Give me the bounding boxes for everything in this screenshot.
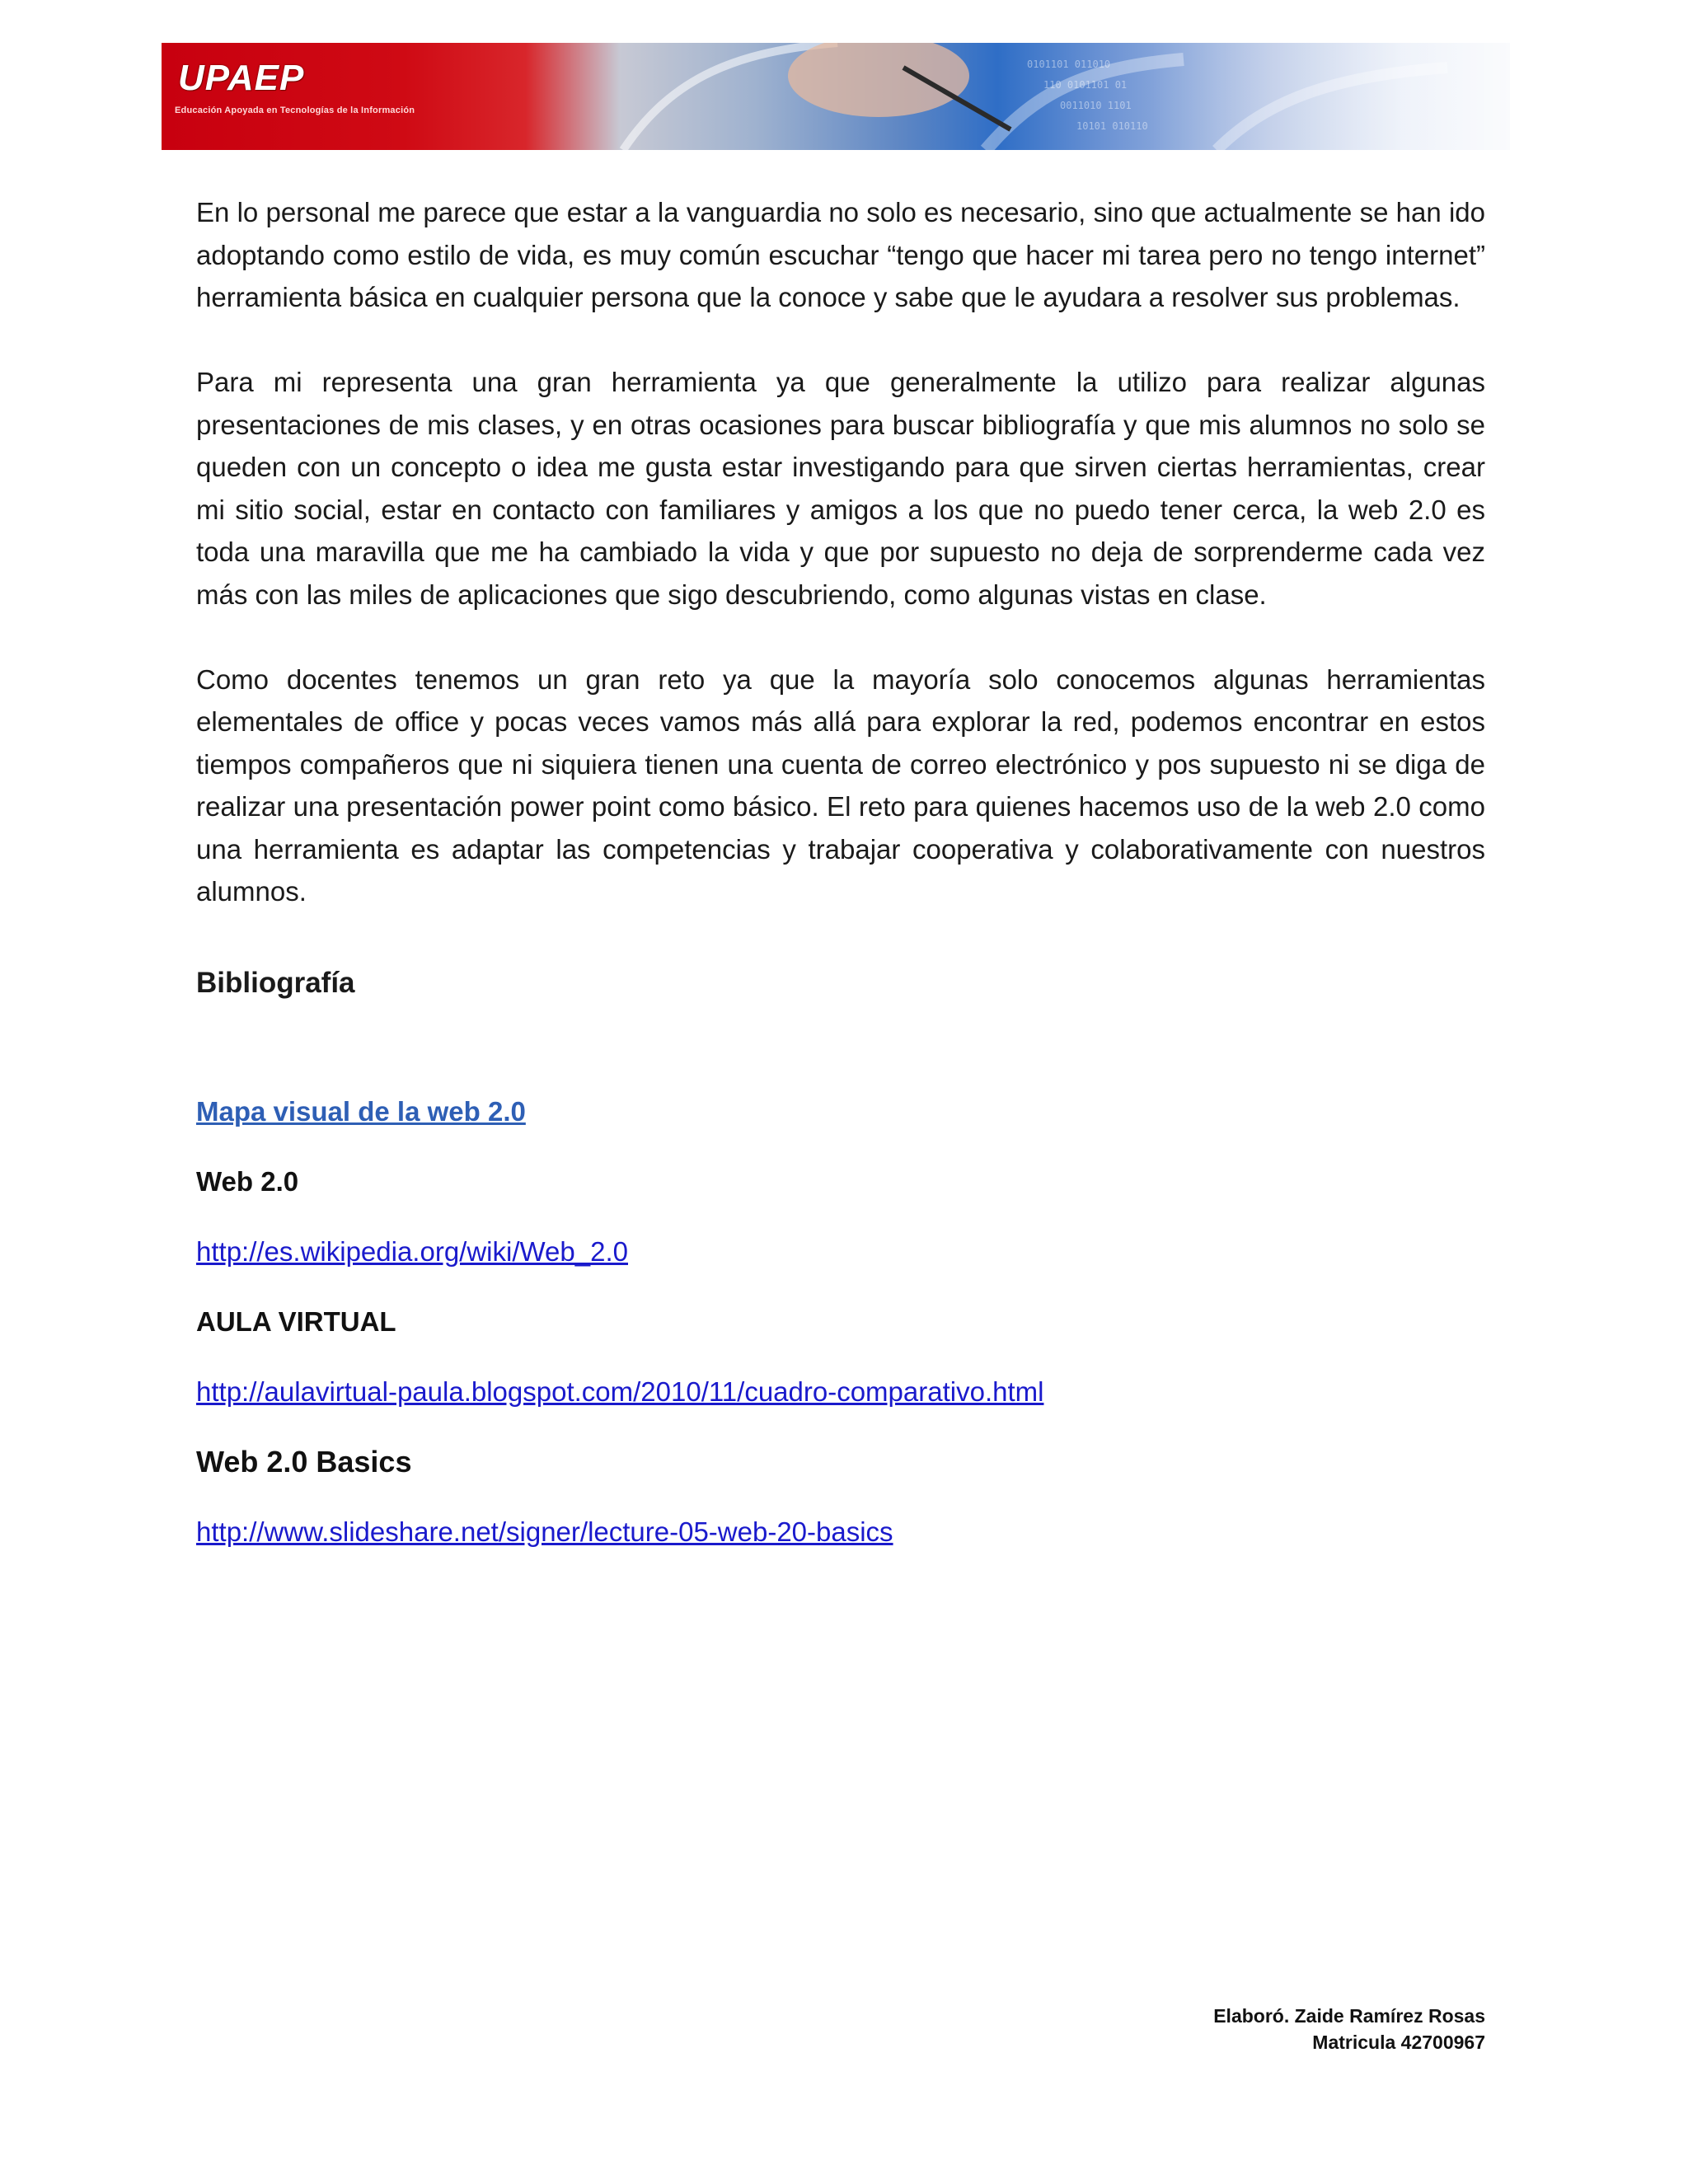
svg-text:0101101 011010: 0101101 011010	[1027, 59, 1111, 70]
footer	[1213, 2003, 1485, 2055]
header-banner	[162, 43, 1510, 150]
bibliography-label-web20: Web 2.0	[196, 1165, 299, 1197]
footer-author: Elaboró. Zaide Ramírez Rosas	[1213, 2005, 1485, 2027]
bibliography-link-aula-virtual[interactable]: http://aulavirtual-paula.blogspot.com/2010/11/cuadro-comparativo.html	[196, 1376, 1044, 1407]
paragraph-1: En lo personal me parece que estar a la vanguardia no solo es necesario, sino que actualmente se han ido adoptando como estilo de vida, es muy común escuchar “tengo que hacer mi tarea pero no tengo internet” herramienta básica en cualquier persona que la conoce y sabe que le ayudara a resolver sus problemas.	[196, 197, 1485, 312]
banner-graphic	[162, 43, 1510, 150]
logo: UPAEP	[178, 58, 305, 98]
document-body	[196, 191, 1485, 1549]
bibliography-heading: Bibliografía	[196, 966, 355, 999]
paragraph-3: Como docentes tenemos un gran reto ya que la mayoría solo conocemos algunas herramientas elementales de office y pocas veces vamos más allá para explorar la red, podemos encontrar en estos tiempos compañeros que ni siquiera tienen una cuenta de correo electrónico y pos supuesto ni se diga de realizar una presentación power point como básico. El reto para quienes hacemos uso de la web 2.0 como una herramienta es adaptar las competencias y trabajar cooperativa y colaborativamente con nuestros alumnos.	[196, 663, 1485, 907]
svg-text:110 0101101 01: 110 0101101 01	[1043, 79, 1128, 91]
bibliography-list	[196, 1094, 1485, 1549]
bibliography-link-slideshare[interactable]: http://www.slideshare.net/signer/lecture-05-web-20-basics	[196, 1516, 893, 1547]
bibliography-label-web20-basics: Web 2.0 Basics	[196, 1444, 412, 1479]
svg-text:10101 010110: 10101 010110	[1076, 120, 1148, 132]
bibliography-link-visual-map[interactable]: Mapa visual de la web 2.0	[196, 1095, 526, 1127]
paragraph-2: Para mi representa una gran herramienta ya que generalmente la utilizo para realizar algunas presentaciones de mis clases, y en otras ocasiones para buscar bibliografía y que mis alumnos no solo se queden con un concepto o idea me gusta estar investigando para que sirven ciertas herramientas, crear mi sitio social, estar en contacto con familiares y amigos a los que no puedo tener cerca, la web 2.0 es toda una maravilla que me ha cambiado la vida y que por supuesto no deja de sorprenderme cada vez más con las miles de aplicaciones que sigo descubriendo, como algunas vistas en clase.	[196, 367, 1485, 610]
bibliography-link-wikipedia[interactable]: http://es.wikipedia.org/wiki/Web_2.0	[196, 1235, 628, 1267]
svg-text:0011010 1101: 0011010 1101	[1060, 100, 1132, 111]
bibliography-label-aula-virtual: AULA VIRTUAL	[196, 1305, 396, 1337]
footer-id: Matricula 42700967	[1312, 2032, 1485, 2053]
header-subtitle: Educación Apoyada en Tecnologías de la Información	[175, 105, 415, 115]
